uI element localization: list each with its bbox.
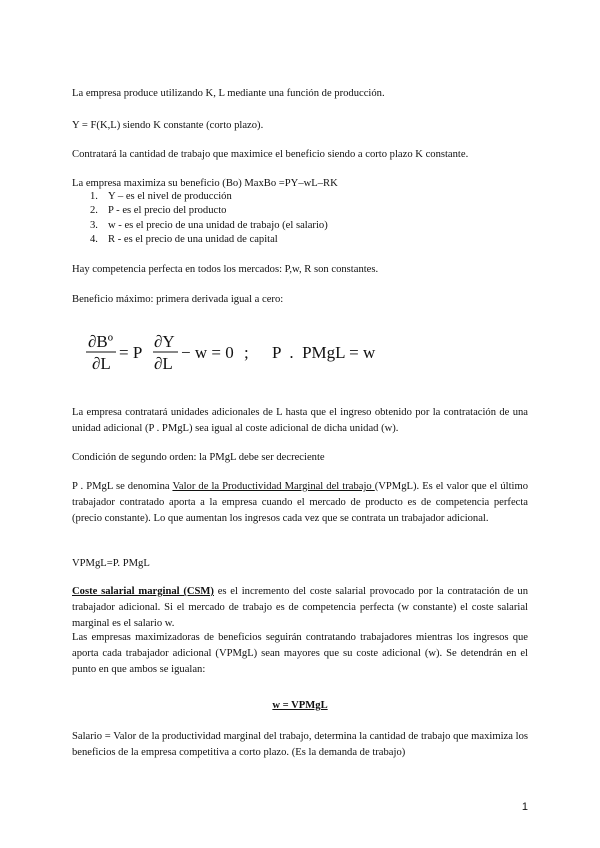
paragraph-csm: Coste salarial marginal (CSM) es el incremento del coste salarial provocado por la contratación de un trabajador adicional. Si el mercado de trabajo es de competencia perfecta (w constante) el coste salarial marginal es el salario w. <box>72 586 529 629</box>
vpmgl-term: Valor de la Productividad Marginal del trabajo <box>172 481 375 492</box>
csm-term: Coste salarial marginal (CSM) <box>72 586 214 597</box>
formula-separator: ; <box>244 343 249 362</box>
paragraph-second-order: Condición de segundo orden: la PMgL debe ser decreciente <box>72 452 325 463</box>
paragraph-stop: Las empresas maximizadoras de beneficios seguirán contratando trabajadores mientras los ingresos que aporta cada trabajador adicional (VPMgL) sean mayores que su coste adicional (w). Se detendrán en el punto en que ambos se igualan: <box>72 632 528 675</box>
list-item: 2. P - es el precio del producto <box>90 205 227 217</box>
derivative-formula <box>86 330 426 374</box>
paragraph-vpmgl: P . PMgL se denomina Valor de la Productividad Marginal del trabajo (VPMgL). Es el valor que el último trabajador contratado aporta a la empresa cuando el mercado de producto es de competencia perfecta (precio constante). Lo que aumentan los ingresos cada vez que se contrata un trabajador adicional. <box>72 481 529 524</box>
paragraph-max-benefit: Beneficio máximo: primera derivada igual a cero: <box>72 294 284 305</box>
paragraph-production: La empresa produce utilizando K, L mediante una función de producción. <box>72 88 385 99</box>
formula-equals-p: = P <box>119 343 143 362</box>
paragraph-contract: Contratará la cantidad de trabajo que maximice el beneficio siendo a corto plazo K constante. <box>72 149 469 160</box>
list-item: 1. Y – es el nivel de producción <box>90 191 232 202</box>
paragraph-competition: Hay competencia perfecta en todos los mercados: P,w, R son constantes. <box>72 264 379 275</box>
formula-denominator-l: ∂L <box>92 354 111 373</box>
paragraph-hire: La empresa contratará unidades adicionales de L hasta que el ingreso obtenido por la contratación de una unidad adicional (P . PMgL) sea igual al coste adicional de dicha unidad (w). <box>72 407 528 434</box>
paragraph-function: Y = F(K,L) siendo K constante (corto plazo). <box>72 120 264 131</box>
equilibrium-condition: w = VPMgL <box>272 700 328 711</box>
paragraph-vpmgl-formula: VPMgL=P. PMgL <box>72 558 150 569</box>
formula-denominator-l2: ∂L <box>154 354 173 373</box>
page-number: 1 <box>521 801 528 813</box>
variable-list <box>90 190 520 248</box>
list-item: 4. R - es el precio de una unidad de capital <box>90 234 278 246</box>
formula-numerator-bo: ∂Bº <box>88 332 114 351</box>
list-item: 3. w - es el precio de una unidad de trabajo (el salario) <box>90 219 328 231</box>
formula-rhs: P . PMgL = w <box>272 343 376 362</box>
formula-numerator-y: ∂Y <box>154 332 175 351</box>
paragraph-maximize: La empresa maximiza su beneficio (Bo) MaxBo =PY–wL–RK <box>72 178 338 189</box>
paragraph-salary: Salario = Valor de la productividad marginal del trabajo, determina la cantidad de trabajo que maximiza los beneficios de la empresa competitiva a corto plazo. (Es la demanda de trabajo) <box>72 731 528 758</box>
formula-rest: − w = 0 <box>181 343 234 362</box>
